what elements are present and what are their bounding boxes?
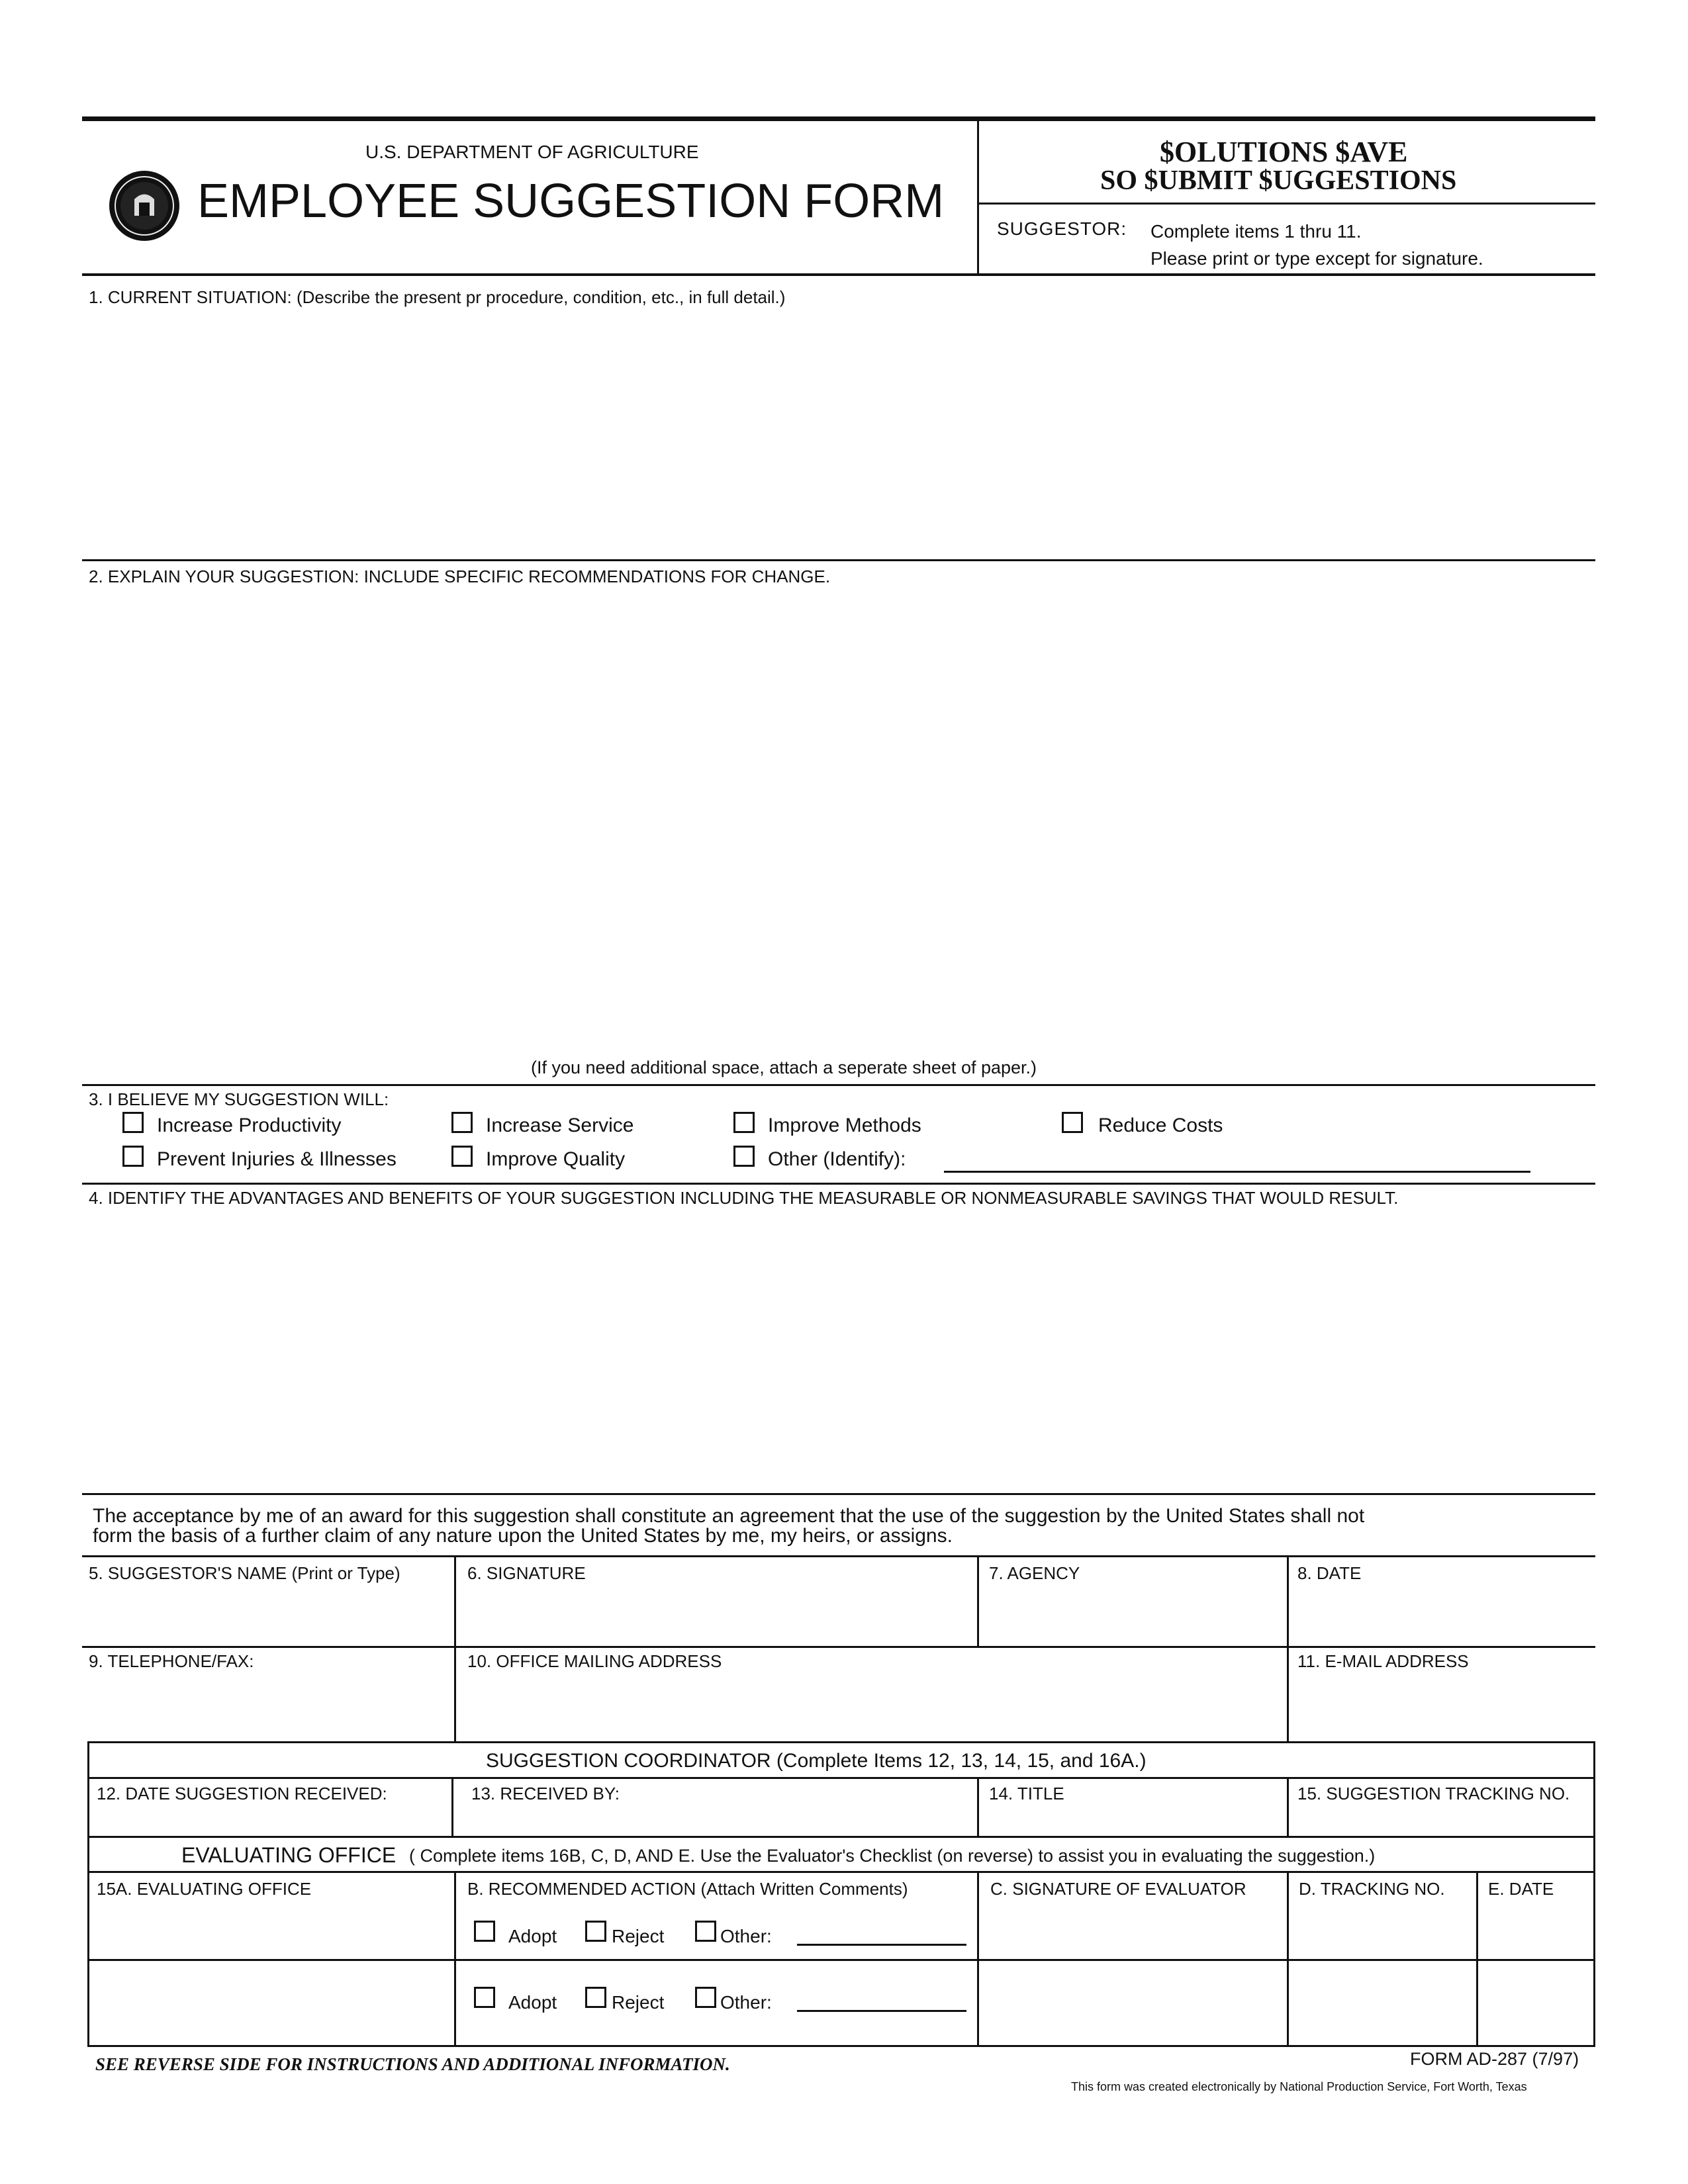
department-name: U.S. DEPARTMENT OF AGRICULTURE bbox=[365, 142, 699, 162]
checkbox-improve-methods[interactable] bbox=[733, 1112, 755, 1133]
header-slogan-rule bbox=[979, 203, 1595, 205]
checkbox-adopt-2[interactable] bbox=[474, 1987, 495, 2008]
instruction-line-1: Complete items 1 thru 11. bbox=[1150, 221, 1362, 242]
option-improve-quality: Improve Quality bbox=[486, 1148, 626, 1170]
form-title: EMPLOYEE SUGGESTION FORM bbox=[197, 175, 945, 228]
adopt-label-1: Adopt bbox=[508, 1926, 557, 1946]
other-label-1: Other: bbox=[720, 1926, 772, 1946]
eval-date-field-1[interactable] bbox=[1479, 1901, 1593, 1958]
evaluating-office-field-1[interactable] bbox=[89, 1901, 453, 1958]
item-4-label: 4. IDENTIFY THE ADVANTAGES AND BENEFITS OF YOUR SUGGESTION INCLUDING THE MEASURABLE OR NONMEASURABLE SAVINGS THAT WOULD RESULT. bbox=[89, 1188, 1399, 1208]
eval-row-rule bbox=[87, 1959, 1595, 1961]
slogan-line-2: SO $UBMIT $UGGESTIONS bbox=[1100, 165, 1457, 196]
reject-label-2: Reject bbox=[612, 1992, 665, 2013]
rule-after-item-3 bbox=[82, 1183, 1595, 1185]
option-other-identify: Other (Identify): bbox=[768, 1148, 906, 1170]
evaluating-heading-rule bbox=[87, 1871, 1595, 1873]
coordinator-divider-2 bbox=[977, 1777, 979, 1838]
header-divider bbox=[977, 121, 979, 275]
title-field[interactable] bbox=[980, 1805, 1286, 1836]
fields-divider-3 bbox=[1287, 1557, 1289, 1741]
slogan-line-1: $OLUTIONS $AVE bbox=[1160, 136, 1408, 168]
see-reverse-note: SEE REVERSE SIDE FOR INSTRUCTIONS AND ADDITIONAL INFORMATION. bbox=[95, 2054, 730, 2074]
signature-field[interactable] bbox=[457, 1586, 976, 1644]
field-7-label: 7. AGENCY bbox=[989, 1563, 1080, 1583]
evaluating-heading-top-rule bbox=[87, 1836, 1595, 1838]
current-situation-area[interactable] bbox=[82, 311, 1595, 557]
other-line-1[interactable] bbox=[797, 1944, 966, 1946]
rule-after-item-1 bbox=[82, 559, 1595, 561]
evaluator-signature-field-2[interactable] bbox=[980, 1962, 1286, 2045]
evaluator-signature-field-1[interactable] bbox=[980, 1901, 1286, 1958]
field-5-label: 5. SUGGESTOR'S NAME (Print or Type) bbox=[89, 1563, 400, 1583]
item-3-label: 3. I BELIEVE MY SUGGESTION WILL: bbox=[89, 1089, 389, 1109]
production-credit: This form was created electronically by National Production Service, Fort Worth, Texas bbox=[1071, 2080, 1527, 2093]
field-13-label: 13. RECEIVED BY: bbox=[471, 1784, 620, 1803]
option-increase-productivity: Increase Productivity bbox=[157, 1115, 342, 1136]
fields-divider-1 bbox=[454, 1557, 456, 1741]
option-reduce-costs: Reduce Costs bbox=[1098, 1115, 1223, 1136]
field-c-label: C. SIGNATURE OF EVALUATOR bbox=[990, 1879, 1246, 1899]
top-rule bbox=[82, 116, 1595, 121]
date-received-field[interactable] bbox=[89, 1805, 450, 1836]
evaluating-office-field-2[interactable] bbox=[89, 1962, 453, 2045]
advantages-benefits-area[interactable] bbox=[82, 1212, 1595, 1490]
field-12-label: 12. DATE SUGGESTION RECEIVED: bbox=[97, 1784, 387, 1803]
office-mailing-address-field[interactable] bbox=[457, 1674, 1286, 1739]
checkbox-other-1[interactable] bbox=[695, 1921, 716, 1942]
reject-label-1: Reject bbox=[612, 1926, 665, 1946]
instruction-line-2: Please print or type except for signature. bbox=[1150, 248, 1483, 269]
field-8-label: 8. DATE bbox=[1297, 1563, 1362, 1583]
tracking-number-field[interactable] bbox=[1289, 1805, 1593, 1836]
option-improve-methods: Improve Methods bbox=[768, 1115, 921, 1136]
telephone-fax-field[interactable] bbox=[82, 1674, 453, 1739]
other-line-2[interactable] bbox=[797, 2010, 966, 2012]
field-10-label: 10. OFFICE MAILING ADDRESS bbox=[467, 1651, 722, 1671]
agreement-line-2: form the basis of a further claim of any nature upon the United States by me, my heirs, or assigns. bbox=[93, 1525, 953, 1547]
field-15a-label: 15A. EVALUATING OFFICE bbox=[97, 1879, 312, 1899]
evaluating-office-heading: EVALUATING OFFICE bbox=[181, 1843, 397, 1867]
eval-tracking-field-1[interactable] bbox=[1289, 1901, 1475, 1958]
checkbox-improve-quality[interactable] bbox=[451, 1146, 473, 1167]
suggestor-name-field[interactable] bbox=[82, 1586, 453, 1644]
fields-middle-rule bbox=[82, 1646, 1595, 1648]
form-number: FORM AD-287 (7/97) bbox=[1410, 2049, 1579, 2069]
agreement-line-1: The acceptance by me of an award for this suggestion shall constitute an agreement that the use of the suggestion by the United States shall not bbox=[93, 1505, 1365, 1527]
rule-after-agreement bbox=[82, 1555, 1595, 1557]
date-field[interactable] bbox=[1289, 1586, 1594, 1644]
header-bottom-rule bbox=[82, 273, 1595, 276]
item-2-label: 2. EXPLAIN YOUR SUGGESTION: INCLUDE SPECIFIC RECOMMENDATIONS FOR CHANGE. bbox=[89, 567, 831, 586]
received-by-field[interactable] bbox=[454, 1805, 976, 1836]
usda-seal-logo bbox=[108, 169, 181, 242]
eval-tracking-field-2[interactable] bbox=[1289, 1962, 1475, 2045]
checkbox-other[interactable] bbox=[733, 1146, 755, 1167]
coordinator-divider-3 bbox=[1287, 1777, 1289, 1838]
field-6-label: 6. SIGNATURE bbox=[467, 1563, 586, 1583]
field-14-label: 14. TITLE bbox=[989, 1784, 1064, 1803]
checkbox-reduce-costs[interactable] bbox=[1062, 1112, 1083, 1133]
email-address-field[interactable] bbox=[1289, 1674, 1594, 1739]
field-11-label: 11. E-MAIL ADDRESS bbox=[1297, 1651, 1469, 1671]
option-prevent-injuries: Prevent Injuries & Illnesses bbox=[157, 1148, 397, 1170]
other-identify-line[interactable] bbox=[944, 1171, 1530, 1173]
field-b-label: B. RECOMMENDED ACTION (Attach Written Comments) bbox=[467, 1879, 908, 1899]
suggestor-label: SUGGESTOR: bbox=[997, 218, 1127, 239]
checkbox-other-2[interactable] bbox=[695, 1987, 716, 2008]
rule-after-item-2 bbox=[82, 1084, 1595, 1086]
rule-after-item-4 bbox=[82, 1493, 1595, 1495]
suggestion-explanation-area[interactable] bbox=[82, 590, 1595, 1054]
checkbox-reject-1[interactable] bbox=[585, 1921, 606, 1942]
coordinator-heading-rule bbox=[87, 1777, 1595, 1779]
evaluating-instructions: ( Complete items 16B, C, D, AND E. Use the Evaluator's Checklist (on reverse) to assist you in evaluating the suggestion.) bbox=[409, 1846, 1376, 1866]
checkbox-adopt-1[interactable] bbox=[474, 1921, 495, 1942]
item-1-label: 1. CURRENT SITUATION: (Describe the present pr procedure, condition, etc., in full detail.) bbox=[89, 287, 786, 307]
checkbox-increase-service[interactable] bbox=[451, 1112, 473, 1133]
additional-space-note: (If you need additional space, attach a seperate sheet of paper.) bbox=[531, 1058, 1037, 1077]
checkbox-reject-2[interactable] bbox=[585, 1987, 606, 2008]
option-increase-service: Increase Service bbox=[486, 1115, 634, 1136]
field-e-label: E. DATE bbox=[1488, 1879, 1554, 1899]
field-15-label: 15. SUGGESTION TRACKING NO. bbox=[1297, 1784, 1570, 1803]
adopt-label-2: Adopt bbox=[508, 1992, 557, 2013]
checkbox-prevent-injuries[interactable] bbox=[122, 1146, 144, 1167]
eval-date-field-2[interactable] bbox=[1479, 1962, 1593, 2045]
field-d-label: D. TRACKING NO. bbox=[1299, 1879, 1445, 1899]
fields-divider-2 bbox=[977, 1557, 979, 1648]
coordinator-heading: SUGGESTION COORDINATOR (Complete Items 12, 13, 14, 15, and 16A.) bbox=[486, 1750, 1147, 1772]
coordinator-divider-1 bbox=[451, 1777, 453, 1838]
field-9-label: 9. TELEPHONE/FAX: bbox=[89, 1651, 254, 1671]
other-label-2: Other: bbox=[720, 1992, 772, 2013]
agency-field[interactable] bbox=[980, 1586, 1286, 1644]
checkbox-increase-productivity[interactable] bbox=[122, 1112, 144, 1133]
